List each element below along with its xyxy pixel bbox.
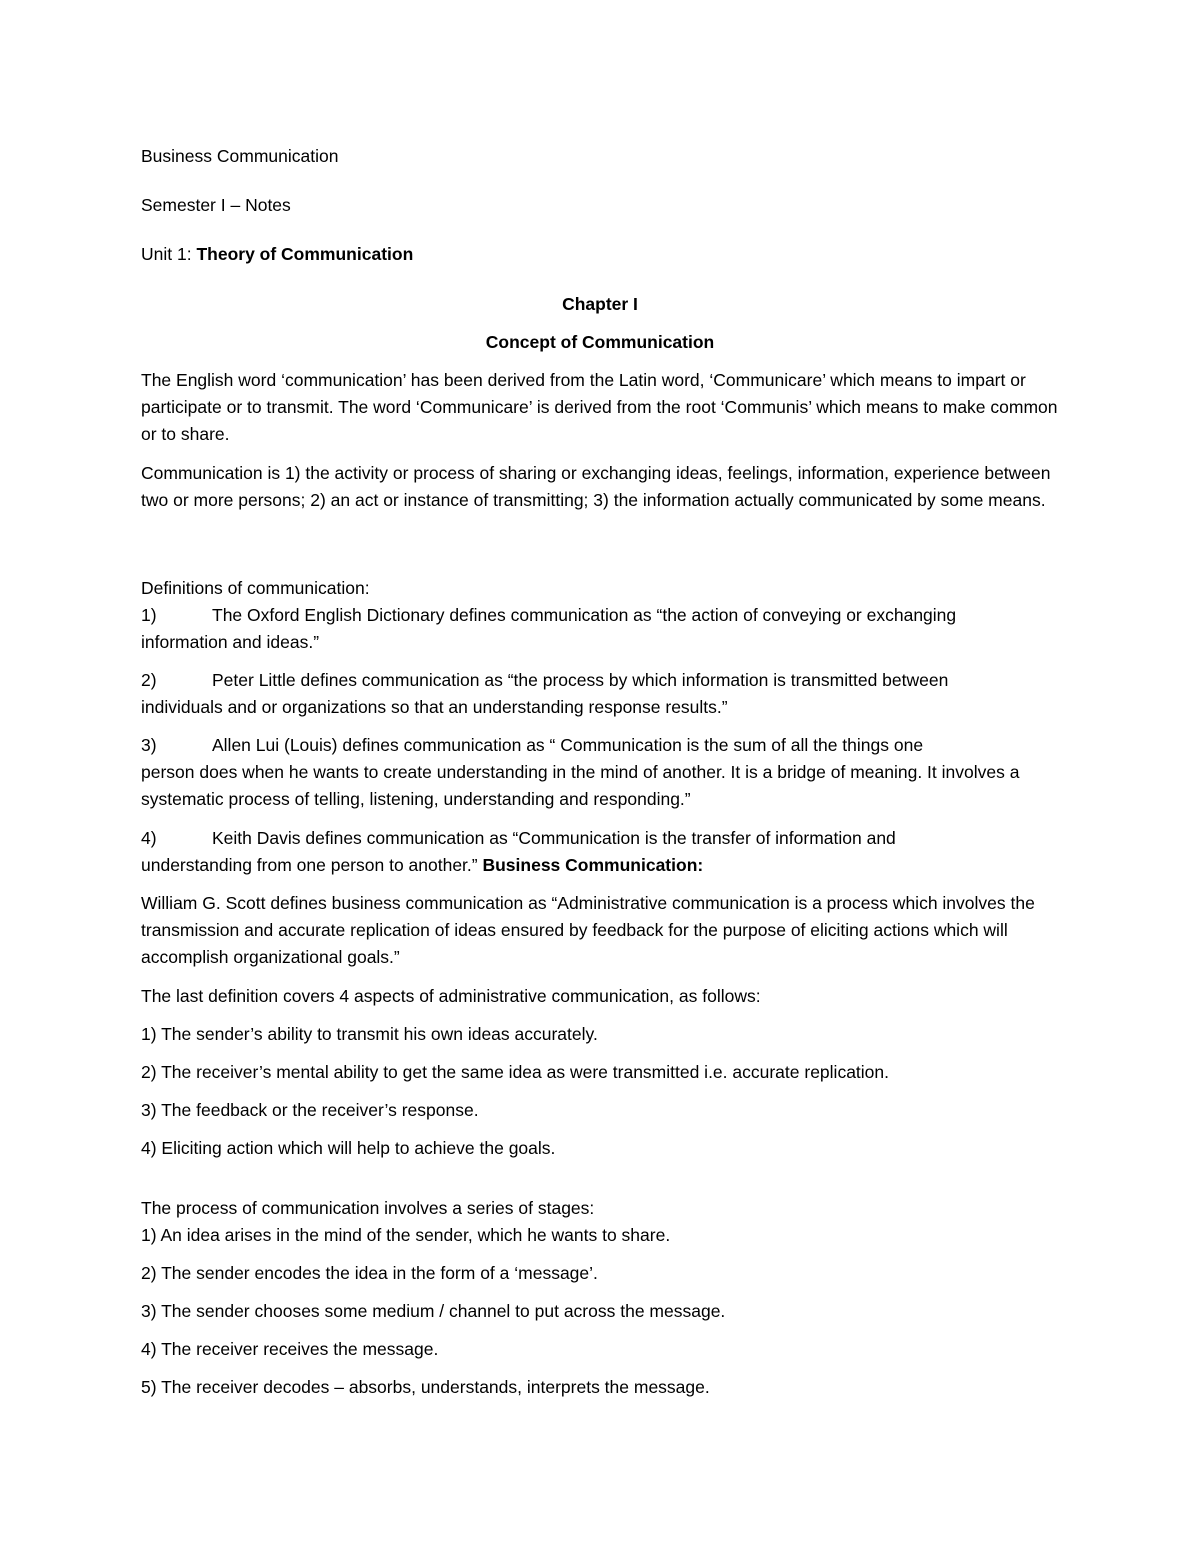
definition-text-cont: understanding from one person to another.” [141, 855, 483, 875]
definition-item [141, 825, 1071, 879]
semester-line: Semester I – Notes [141, 195, 291, 215]
unit-prefix: Unit 1: [141, 244, 197, 264]
business-communication-label: Business Communication: [482, 855, 704, 875]
chapter-heading: Chapter I [562, 294, 638, 314]
definition-number: 1) [141, 605, 157, 625]
definition-text-cont: information and ideas.” [141, 632, 320, 652]
definitions-heading: Definitions of communication: [141, 578, 370, 598]
aspect-item: 2) The receiver’s mental ability to get the same idea as were transmitted i.e. accurate replication. [141, 1062, 890, 1082]
stage-item: 4) The receiver receives the message. [141, 1339, 439, 1359]
scott-definition-paragraph: William G. Scott defines business communication as “Administrative communication is a process which involves the transmission and accurate replication of ideas ensured by feedback for the purpose of eliciting actions which will accomplish organizational goals.” [141, 893, 1035, 967]
definition-text: Allen Lui (Louis) defines communication as “ Communication is the sum of all the things one [212, 735, 924, 755]
definition-text: Keith Davis defines communication as “Communication is the transfer of information and [212, 828, 896, 848]
unit-line [141, 241, 413, 268]
definition-text-cont: person does when he wants to create understanding in the mind of another. It is a bridge of meaning. It involves a systematic process of telling, listening, understanding and responding.” [141, 762, 1020, 809]
stage-item: 2) The sender encodes the idea in the form of a ‘message’. [141, 1263, 598, 1283]
aspect-item: 1) The sender’s ability to transmit his own ideas accurately. [141, 1024, 598, 1044]
definition-number: 4) [141, 828, 157, 848]
stage-item: 5) The receiver decodes – absorbs, understands, interprets the message. [141, 1377, 710, 1397]
aspects-intro: The last definition covers 4 aspects of administrative communication, as follows: [141, 986, 761, 1006]
intro-paragraph: The English word ‘communication’ has been derived from the Latin word, ‘Communicare’ which means to impart or participate or to transmit. The word ‘Communicare’ is derived from the root ‘Communis’ which means to make common or to share. [141, 370, 1058, 444]
definition-text: Peter Little defines communication as “the process by which information is transmitted between [212, 670, 949, 690]
document-title: Business Communication [141, 146, 339, 166]
unit-title: Theory of Communication [196, 244, 414, 264]
aspect-item: 4) Eliciting action which will help to achieve the goals. [141, 1138, 556, 1158]
definition-text-cont: individuals and or organizations so that an understanding response results.” [141, 697, 728, 717]
definition-item [141, 732, 1071, 813]
process-intro: The process of communication involves a series of stages: [141, 1198, 595, 1218]
definition-number: 2) [141, 670, 157, 690]
stage-item: 1) An idea arises in the mind of the sender, which he wants to share. [141, 1225, 671, 1245]
definition-text: The Oxford English Dictionary defines communication as “the action of conveying or exchanging [212, 605, 957, 625]
definition-item [141, 667, 1071, 721]
definition-item [141, 602, 1071, 656]
chapter-title: Concept of Communication [485, 332, 715, 352]
aspect-item: 3) The feedback or the receiver’s response. [141, 1100, 479, 1120]
stage-item: 3) The sender chooses some medium / channel to put across the message. [141, 1301, 726, 1321]
definition-number: 3) [141, 735, 157, 755]
communication-paragraph: Communication is 1) the activity or process of sharing or exchanging ideas, feelings, information, experience between two or more persons; 2) an act or instance of transmitting; 3) the information actually communicated by some means. [141, 463, 1051, 510]
